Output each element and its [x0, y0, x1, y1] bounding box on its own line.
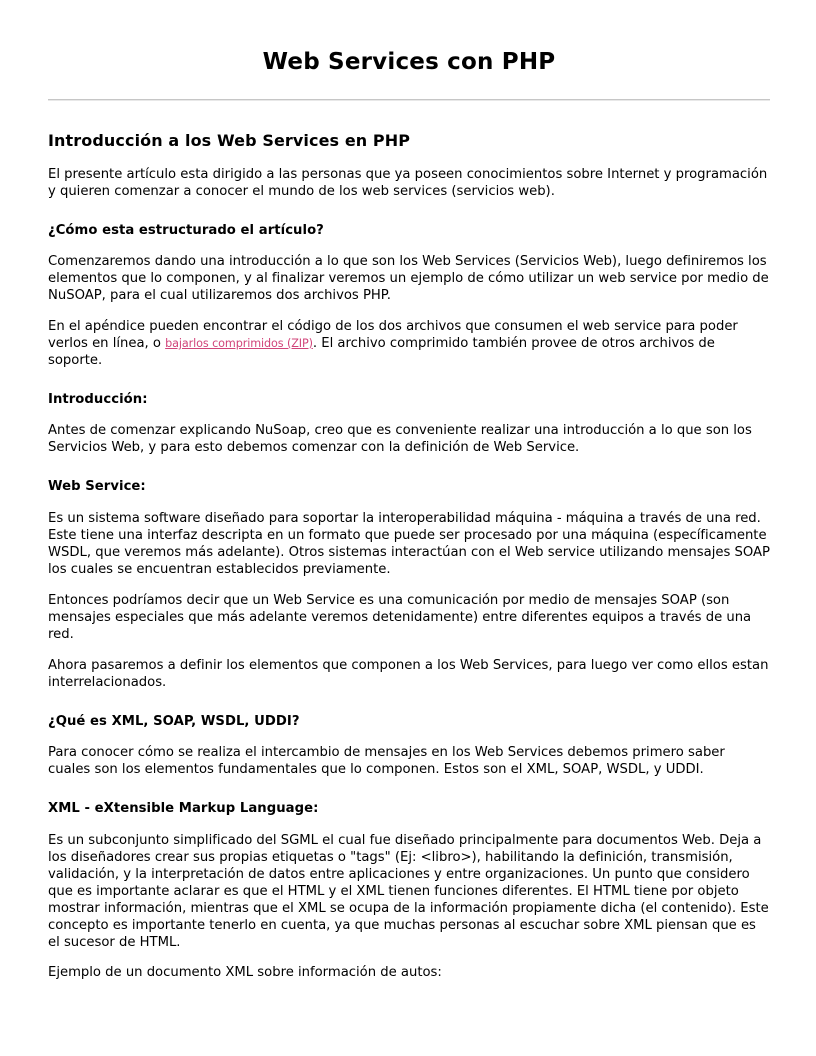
paragraph-entonces: Entonces podríamos decir que un Web Service es una comunicación por medio de mensajes SOAP (son mensajes especiales que más adelante veremos detenidamente) entre diferentes equipos a través de una red.: [48, 592, 752, 642]
paragraph-ejemplo: Ejemplo de un documento XML sobre información de autos:: [48, 964, 442, 980]
paragraph-apendice-text-before: En el apéndice pueden encontrar el código de los dos archivos que consumen el web service para poder verlos en línea, o: [48, 318, 738, 351]
paragraph-web-service: Es un sistema software diseñado para soportar la interoperabilidad máquina - máquina a través de una red. Este tiene una interfaz descripta en un formato que puede ser procesado por una máquina (específicamente WSDL, que veremos más adelante). Otros sistemas interactúan con el Web service utilizando mensajes SOAP los cuales se encuentran establecidos previamente.: [48, 510, 770, 577]
subheading-introduccion: Introducción:: [48, 391, 148, 407]
paragraph-apendice: [48, 318, 770, 369]
paragraph-ahora: Ahora pasaremos a definir los elementos que componen a los Web Services, para luego ver como ellos estan interrelacionados.: [48, 657, 769, 690]
paragraph-intro: El presente artículo esta dirigido a las personas que ya poseen conocimientos sobre Internet y programación y quieren comenzar a conocer el mundo de los web services (servicios web).: [48, 166, 768, 199]
section-heading-introduccion-web-services: Introducción a los Web Services en PHP: [48, 130, 411, 150]
subheading-web-service: Web Service:: [48, 479, 146, 495]
subheading-como-esta-estructurado: ¿Cómo esta estructurado el artículo?: [48, 222, 324, 238]
title-divider: [48, 99, 770, 101]
subheading-xml-extensible-markup-language: XML - eXtensible Markup Language:: [48, 801, 319, 817]
paragraph-estructura: Comenzaremos dando una introducción a lo que son los Web Services (Servicios Web), luego definiremos los elementos que lo componen, y al finalizar veremos un ejemplo de cómo utilizar un web service por medio de NuSOAP, para el cual utilizaremos dos archivos PHP.: [48, 253, 769, 303]
paragraph-que-es: Para conocer cómo se realiza el intercambio de mensajes en los Web Services debemos primero saber cuales son los elementos fundamentales que lo componen. Estos son el XML, SOAP, WSDL, y UDDI.: [48, 745, 725, 778]
paragraph-xml: Es un subconjunto simplificado del SGML el cual fue diseñado principalmente para documentos Web. Deja a los diseñadores crear sus propias etiquetas o "tags" (Ej: <libro>), habilitando la definición, transmisión, validación, y la interpretación de datos entre aplicaciones y entre organizaciones. Un punto que considero que es importante aclarar es que el HTML y el XML tienen funciones diferentes. El HTML tiene por objeto mostrar información, mientras que el XML se ocupa de la información propiamente dicha (el contenido). Este concepto es importante tenerlo en cuenta, ya que muchas personas al escuchar sobre XML piensan que es el sucesor de HTML.: [48, 832, 769, 950]
download-zip-link[interactable]: bajarlos comprimidos (ZIP): [165, 336, 313, 350]
document-content: [48, 0, 770, 981]
paragraph-apendice-text-after: . El archivo comprimido también provee de otros archivos de soporte.: [48, 335, 715, 368]
paragraph-introduccion: Antes de comenzar explicando NuSoap, creo que es conveniente realizar una introducción a lo que son los Servicios Web, y para esto debemos comenzar con la definición de Web Service.: [48, 423, 752, 456]
subheading-que-es-xml-soap-wsdl-uddi: ¿Qué es XML, SOAP, WSDL, UDDI?: [48, 713, 300, 729]
page-title: Web Services con PHP: [262, 49, 556, 75]
